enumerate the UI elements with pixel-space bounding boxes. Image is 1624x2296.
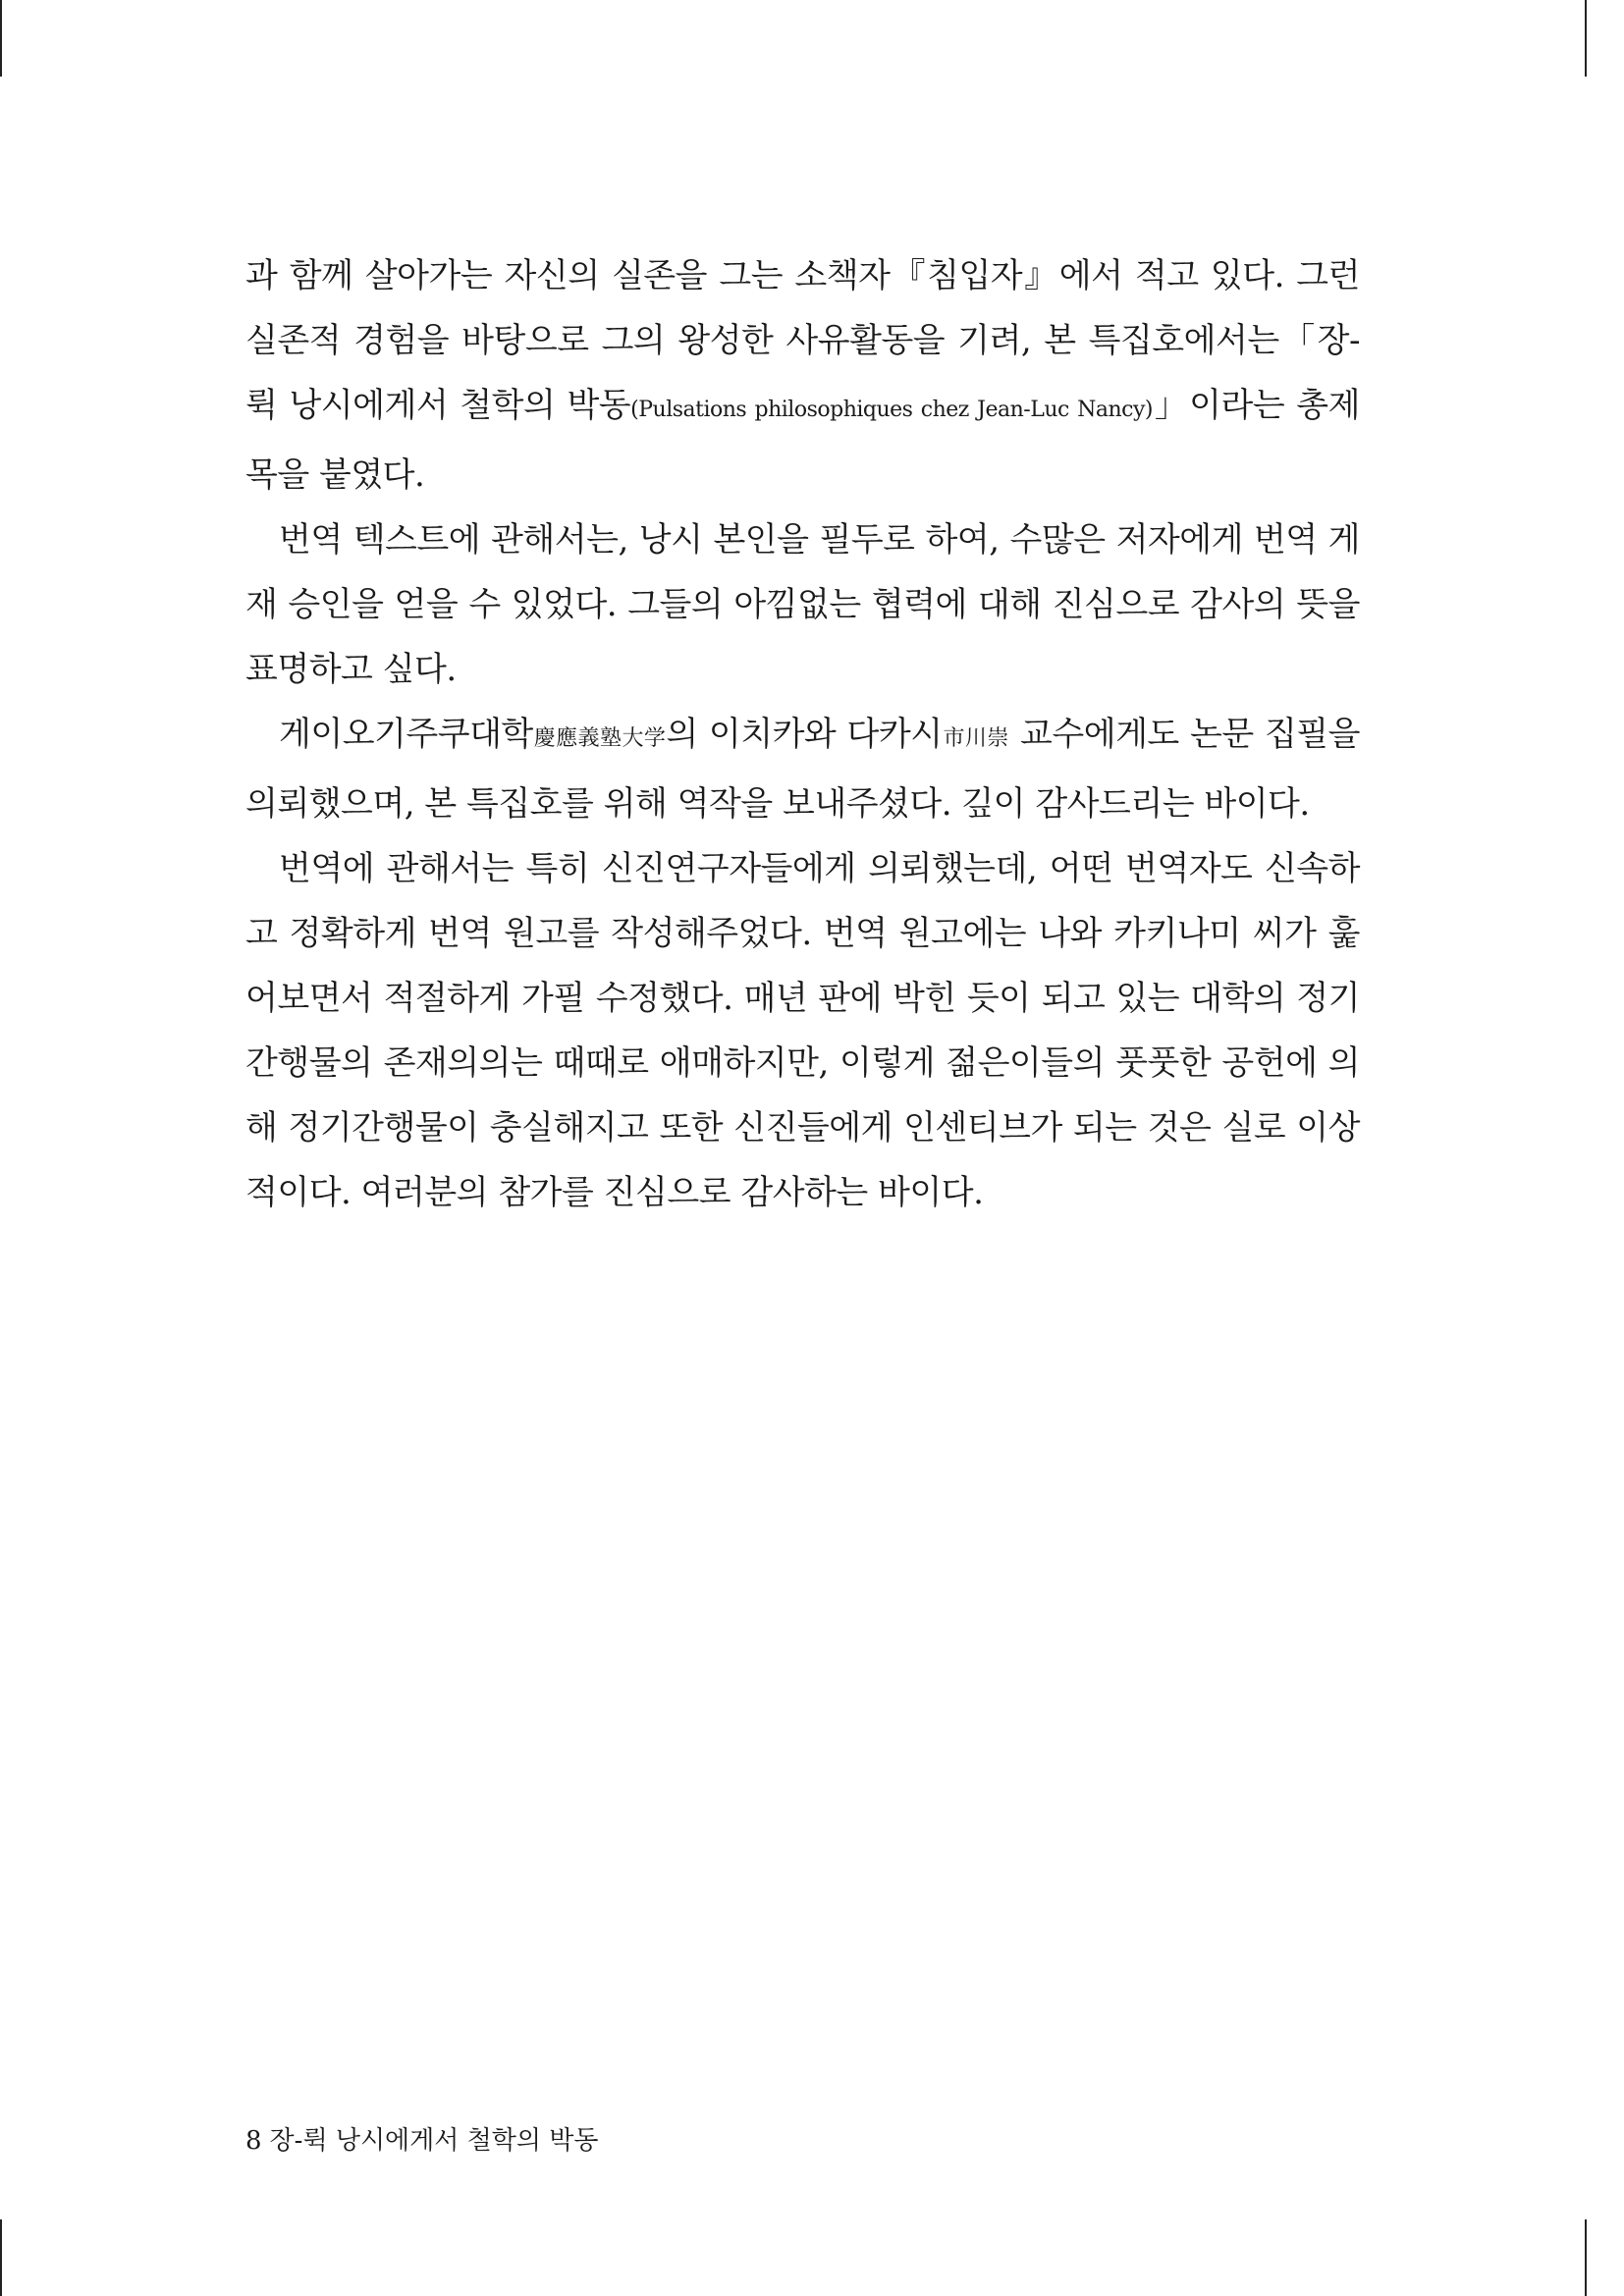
paragraph-2-text: 번역 텍스트에 관해서는, 낭시 본인을 필두로 하여, 수많은 저자에게 번역 게재 승인을 얻을 수 있었다. 그들의 아낌없는 협력에 대해 진심으로 감사의 뜻을 표명하고 싶다. — [245, 520, 1360, 689]
paragraph-3-text-a: 게이오기주쿠대학 — [279, 715, 533, 754]
page-footer — [245, 2120, 599, 2157]
body-text — [245, 243, 1360, 1225]
crop-mark-top-right — [1585, 0, 1587, 77]
paragraph-4 — [245, 836, 1360, 1225]
paragraph-3-text-b: 의 이치카와 다카시 — [666, 715, 943, 754]
paragraph-4-text: 번역에 관해서는 특히 신진연구자들에게 의뢰했는데, 어떤 번역자도 신속하고 정확하게 번역 원고를 작성해주었다. 번역 원고에는 나와 카키나미 씨가 훑어보면서 적절하게 가필 수정했다. 매년 판에 박힌 듯이 되고 있는 대학의 정기간행물의 존재의의는 때때로 애매하지만, 이렇게 젊은이들의 풋풋한 공헌에 의해 정기간행물이 충실해지고 또한 신진들에게 인센티브가 되는 것은 실로 이상적이다. 여러분의 참가를 진심으로 감사하는 바이다. — [245, 849, 1360, 1212]
paragraph-1-french-title: (Pulsations philosophiques chez Jean-Luc Nancy) — [630, 398, 1154, 422]
crop-mark-bottom-right — [1585, 2219, 1587, 2296]
paragraph-3-text-c: 교수에게도 논문 집필을 의뢰했으며, 본 특집호를 위해 역작을 보내주셨다. 깊이 감사드리는 바이다. — [245, 715, 1360, 824]
paragraph-1-tail: 」이라는 총제목을 붙였다. — [245, 386, 1360, 495]
crop-mark-bottom-left — [0, 2219, 2, 2296]
paragraph-3 — [245, 702, 1360, 836]
paragraph-1 — [245, 243, 1360, 507]
paragraph-1-text: 과 함께 살아가는 자신의 실존을 그는 소책자『침입자』에서 적고 있다. 그런 실존적 경험을 바탕으로 그의 왕성한 사유활동을 기려, 본 특집호에서는「장-뤽 낭시에게서 철학의 박동 — [245, 256, 1360, 425]
paragraph-3-name-kanji: 市川崇 — [942, 726, 1009, 751]
crop-mark-top-left — [0, 0, 2, 77]
page-number: 8 — [245, 2126, 262, 2156]
paragraph-2 — [245, 507, 1360, 702]
paragraph-3-university-kanji: 慶應義塾大学 — [532, 726, 667, 751]
running-title: 장-뤽 낭시에게서 철학의 박동 — [269, 2126, 599, 2156]
